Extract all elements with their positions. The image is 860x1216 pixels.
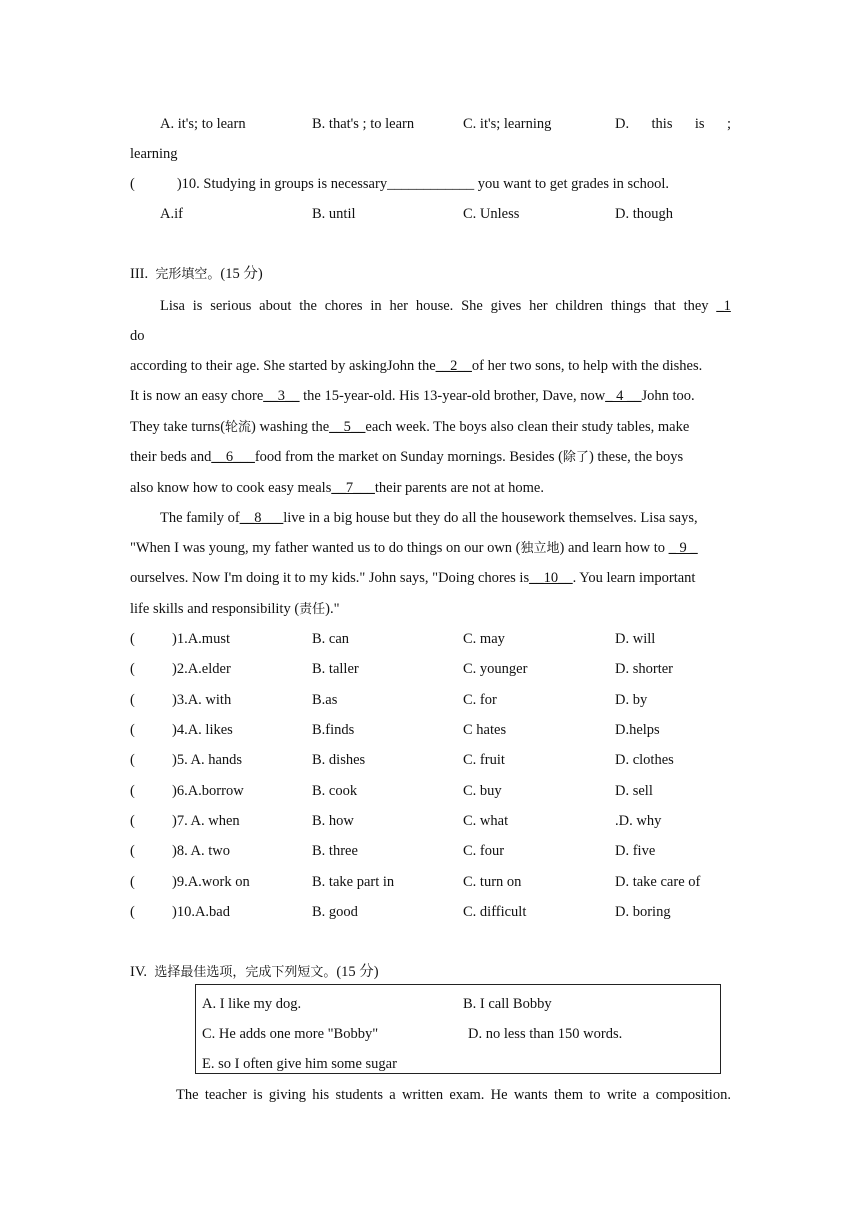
q10-option-c: C. Unless xyxy=(463,206,520,222)
passage-line-2: according to their age. She started by askingJohn the__2__of her two sons, to help with the dishes. xyxy=(130,358,703,374)
box-option-d: D. no less than 150 words. xyxy=(468,1026,623,1042)
q10-option-d: D. though xyxy=(615,206,673,222)
box-option-b: B. I call Bobby xyxy=(463,996,552,1012)
passage-line-7: The family of__8___live in a big house but they do all the housework themselves. Lisa says, xyxy=(160,510,698,526)
box-option-c: C. He adds one more "Bobby" xyxy=(202,1026,379,1042)
passage-line-1: Lisa is serious about the chores in her house. She gives her children things that they _1 xyxy=(160,298,731,314)
answer-blank: ____________ xyxy=(387,176,475,192)
passage-line-10: life skills and responsibility (责任)." xyxy=(130,601,340,617)
passage-line-8: "When I was young, my father wanted us to do things on our own (独立地) and learn how to _ 9 _ xyxy=(130,540,698,556)
blank-3: __3__ xyxy=(263,388,300,404)
box-option-e: E. so I often give him some sugar xyxy=(202,1056,397,1072)
section-3-title: III. 完形填空。(15 分) xyxy=(130,266,263,282)
question-10: ( )10. Studying in groups is necessary____________ you want to get grades in school. xyxy=(130,176,669,192)
q9-option-a: A. it's; to learn xyxy=(160,116,246,132)
blank-6: __6___ xyxy=(211,449,255,465)
passage-line-3: It is now an easy chore__3__ the 15-year-old. His 13-year-old brother, Dave, now_ 4 __John too. xyxy=(130,388,695,404)
blank-9: _ 9 _ xyxy=(668,540,698,556)
blank-1: _1 xyxy=(716,298,731,314)
blank-5: __5__ xyxy=(329,419,366,435)
q10-option-b: B. until xyxy=(312,206,356,222)
blank-8: __8___ xyxy=(239,510,284,526)
passage-line-4: They take turns(轮流) washing the__5__each week. The boys also clean their study tables, make xyxy=(130,419,690,435)
q10-option-a: A.if xyxy=(160,206,183,222)
q9-option-b: B. that's ; to learn xyxy=(312,116,415,132)
blank-10: __10__ xyxy=(529,570,573,586)
blank-2: __2__ xyxy=(435,358,472,374)
passage-line-6: also know how to cook easy meals__7___their parents are not at home. xyxy=(130,480,544,496)
passage-2-line-1: The teacher is giving his students a written exam. He wants them to write a composition. xyxy=(176,1087,731,1103)
passage-line-9: ourselves. Now I'm doing it to my kids." John says, "Doing chores is__10__. You learn important xyxy=(130,570,696,586)
passage-line-5: their beds and__6___food from the market on Sunday mornings. Besides (除了) these, the boys xyxy=(130,449,684,465)
passage-line-1-tail: do xyxy=(130,328,145,344)
blank-7: __7___ xyxy=(331,480,375,496)
section-4-title: IV. 选择最佳选项，完成下列短文。(15 分) xyxy=(130,964,379,980)
q9-option-d: D. this is ; xyxy=(615,116,731,132)
q9-option-d-continued: learning xyxy=(130,146,178,162)
q9-option-c: C. it's; learning xyxy=(463,116,552,132)
blank-4: _ 4 __ xyxy=(605,388,642,404)
box-option-a: A. I like my dog. xyxy=(202,996,302,1012)
